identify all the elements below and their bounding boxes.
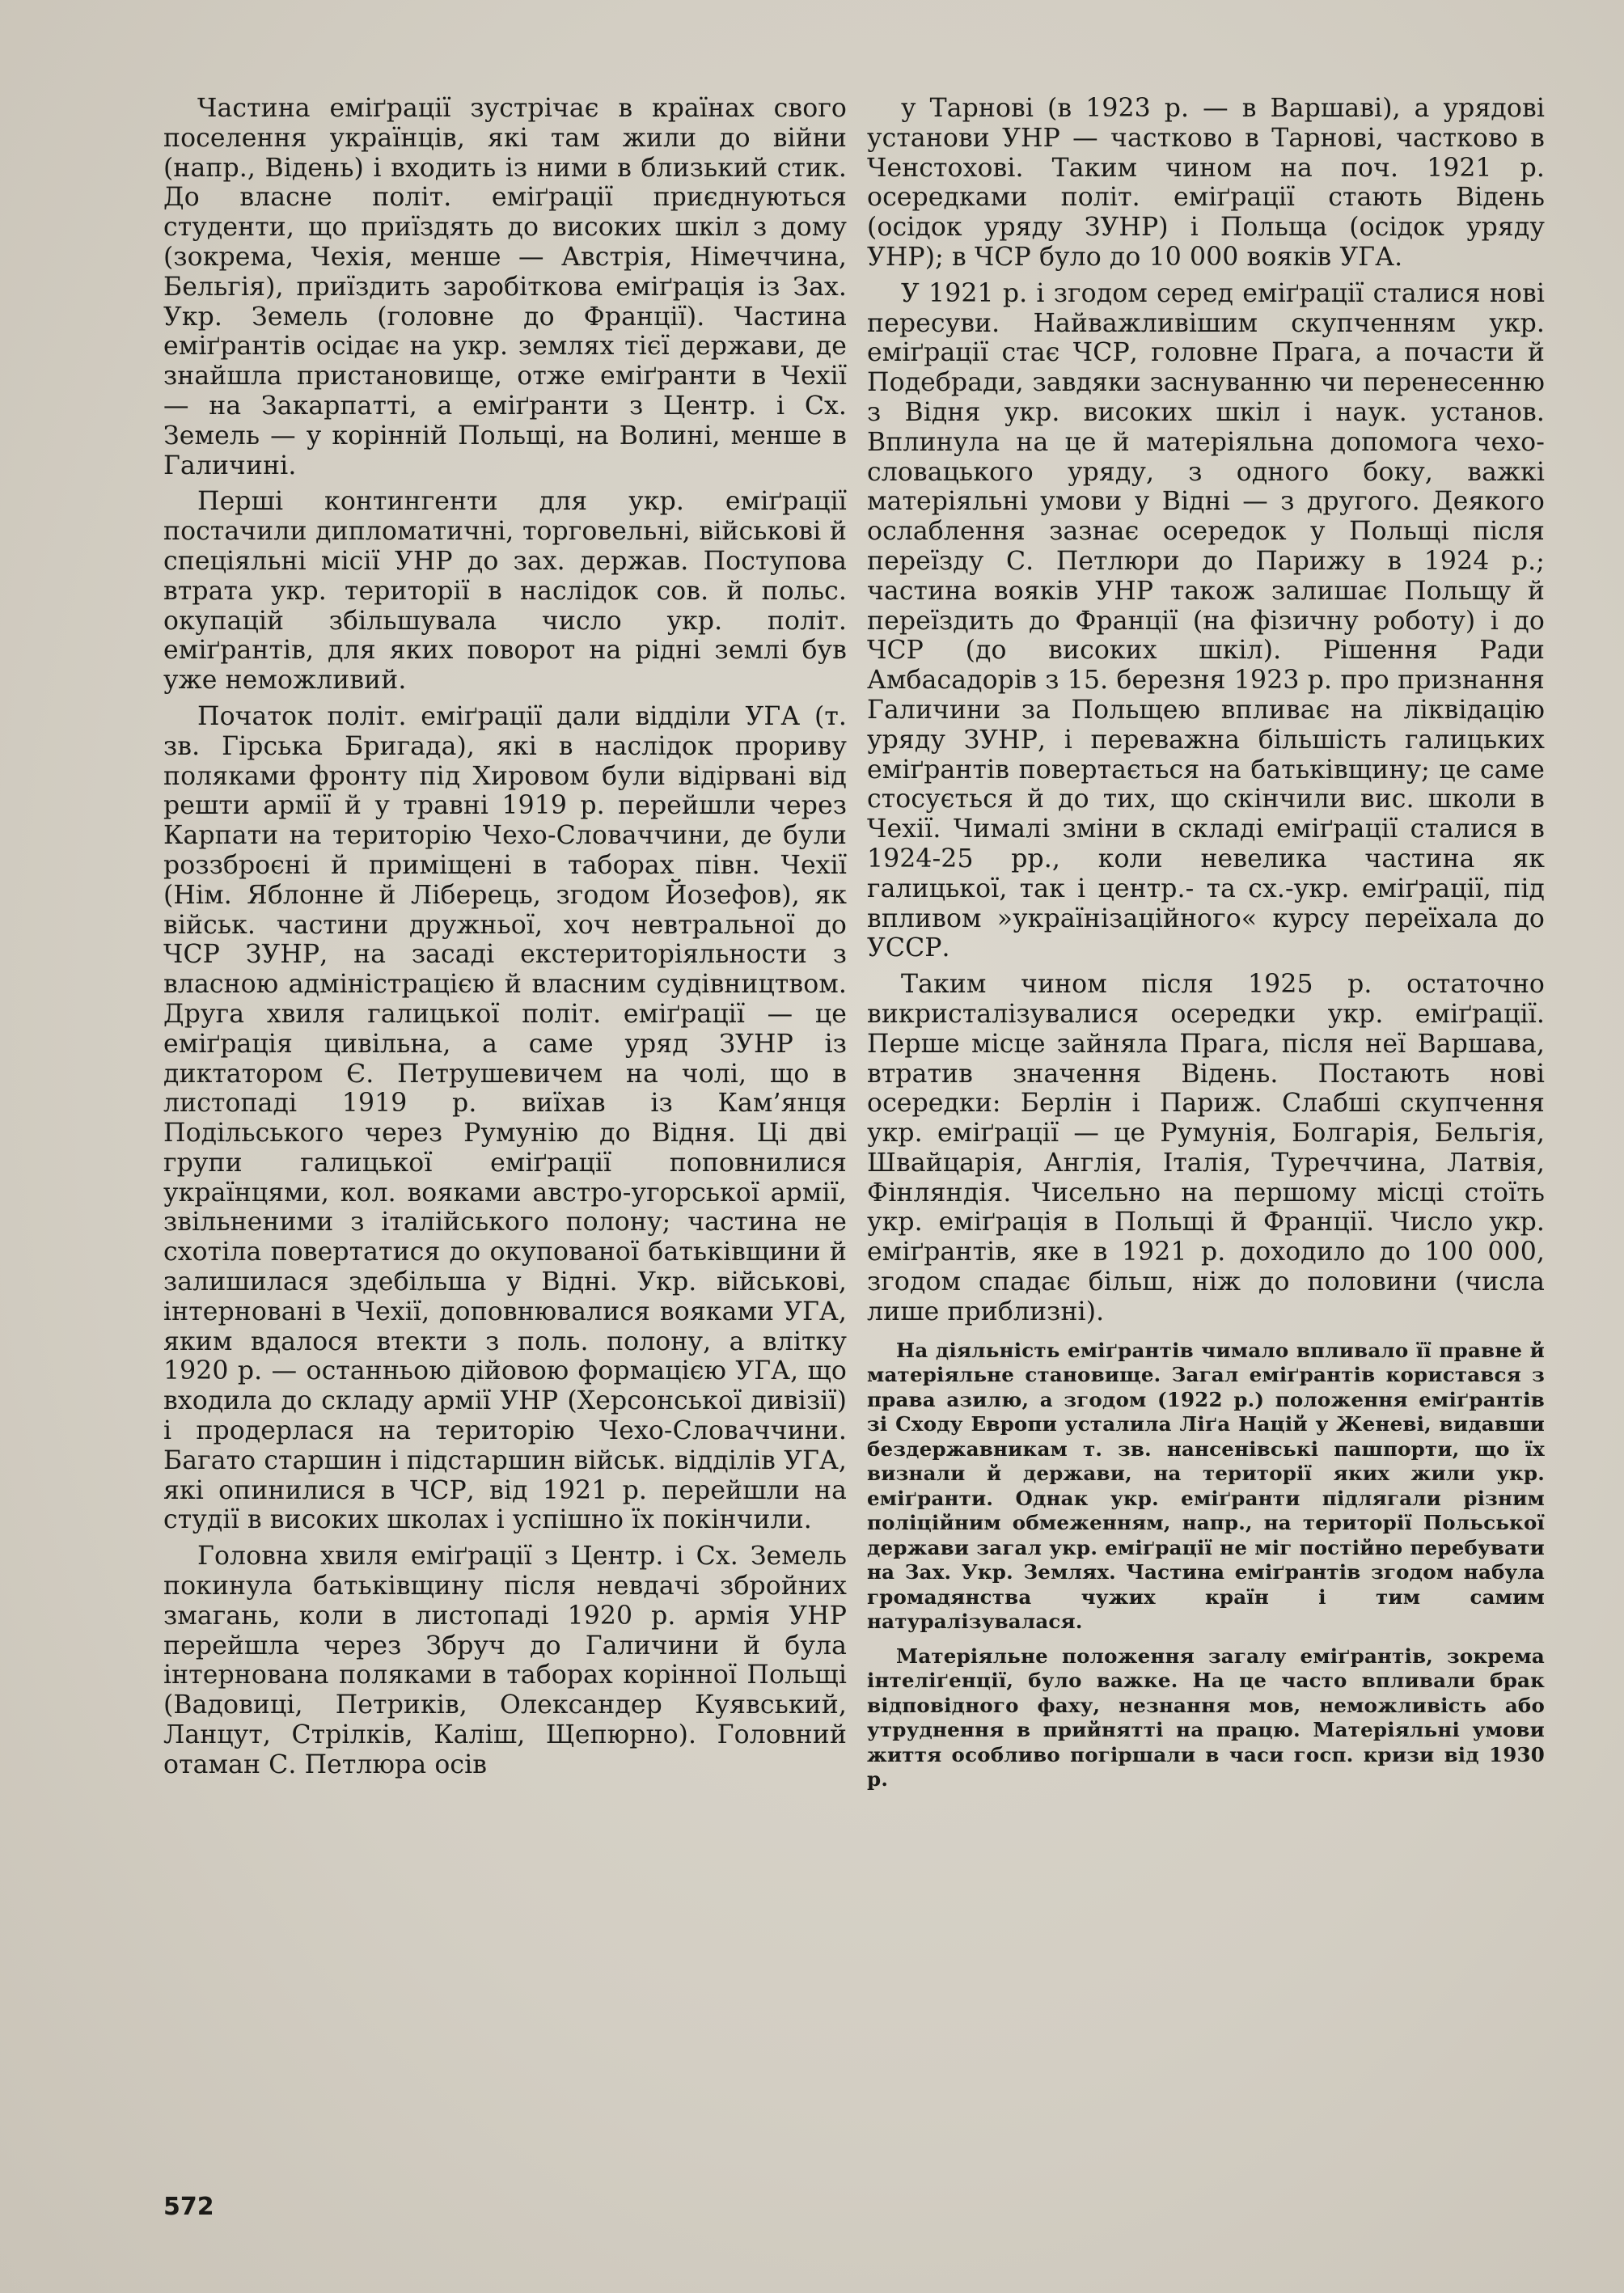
- small-print-block: [867, 1339, 1545, 1792]
- paragraph: Головна хвиля еміґрації з Центр. і Сх. Земель покинула батьківщину після невдачі збройних змагань, коли в листопаді 1920 р. армія УНР перейшла через Збруч до Галичини й була інтернована поляками в таборах корінної Польщі (Вадовиці, Петриків, Олександер Куявський, Ланцут, Стрілків, Каліш, Щепюрно). Головний отаман С. Петлюра осів: [163, 1542, 847, 1779]
- paragraph: Перші контингенти для укр. еміґрації постачили дипломатичні, торговельні, військові й спеціяльні місії УНР до зах. держав. Поступова втрата укр. території в наслідок сов. й польс. окупацій збільшувала число укр. політ. еміґрантів, для яких поворот на рідні землі був уже неможливий.: [163, 487, 847, 696]
- small-paragraph: Матеріяльне положення загалу еміґрантів, зокрема інтеліґенції, було важке. На це часто впливали брак відповідного фаху, незнання мов, неможливість або утруднення в прийнятті на працю. Матеріяльні умови життя особливо погіршали в часи госп. кризи від 1930 р.: [867, 1644, 1545, 1792]
- paragraph: Початок політ. еміґрації дали відділи УГА (т. зв. Гірська Бригада), які в наслідок прориву поляками фронту під Хировом були відірвані від решти армії й у травні 1919 р. перейшли через Карпати на територію Чехо-Словаччини, де були роззброєні й приміщені в таборах півн. Чехії (Нім. Яблонне й Ліберець, згодом Йозефов), як військ. частини дружньої, хоч невтральної до ЧСР ЗУНР, на засаді екстериторіяльности з власною адміністрацією й власним судівництвом. Друга хвиля галицької політ. еміґрації — це еміґрація цивільна, а саме уряд ЗУНР із диктатором Є. Петрушевичем на чолі, що в листопаді 1919 р. виїхав із Кам’янця Подільського через Румунію до Відня. Ці дві групи галицької еміґрації поповнилися українцями, кол. вояками австро-угорської армії, звільненими з італійського полону; частина не схотіла повертатися до окупованої батьківщини й залишилася здебільша у Відні. Укр. військові, інтерновані в Чехії, доповнювалися вояками УГА, яким вдалося втекти з поль. полону, а влітку 1920 р. — останньою дійовою формацією УГА, що входила до складу армії УНР (Херсонської дивізії) і продерлася на територію Чехо-Словаччини. Багато старшин і підстаршин військ. відділів УГА, які опинилися в ЧСР, від 1921 р. перейшли на студії в високих школах і успішно їх покінчили.: [163, 701, 847, 1535]
- paragraph: у Тарнові (в 1923 р. — в Варшаві), а урядові установи УНР — частково в Тарнові, частково в Ченстохові. Таким чином на поч. 1921 р. осередками політ. еміґрації стають Відень (осідок уряду ЗУНР) і Польща (осідок уряду УНР); в ЧСР було до 10 000 вояків УГА.: [867, 94, 1545, 272]
- right-column: [867, 94, 1545, 1792]
- page-number: 572: [163, 2193, 214, 2221]
- left-column: [163, 94, 847, 1780]
- paragraph: У 1921 р. і згодом серед еміґрації сталися нові пересуви. Найважливішим скупченням укр. еміґрації стає ЧСР, головне Прага, а почасти й Подебради, завдяки заснуванню чи перенесенню з Відня укр. високих шкіл і наук. установ. Вплинула на це й матеріяльна допомога чехо-словацького уряду, з одного боку, важкі матеріяльні умови у Відні — з другого. Деякого ослаблення зазнає осередок у Польщі після переїзду С. Петлюри до Парижу в 1924 р.; частина вояків УНР також залишає Польщу й переїздить до Франції (на фізичну роботу) і до ЧСР (до високих шкіл). Рішення Ради Амбасадорів з 15. березня 1923 р. про признання Галичини за Польщею впливає на ліквідацію уряду ЗУНР, і переважна більшість галицьких еміґрантів повертається на батьківщину; це саме стосується й до тих, що скінчили вис. школи в Чехії. Чималі зміни в складі еміґрації сталися в 1924-25 рр., коли невелика частина як галицької, так і центр.- та сх.-укр. еміґрації, під впливом »українізаційного« курсу переїхала до УССР.: [867, 278, 1545, 963]
- paragraph: Таким чином після 1925 р. остаточно викристалізувалися осередки укр. еміґрації. Перше місце зайняла Прага, після неї Варшава, втратив значення Відень. Постають нові осередки: Берлін і Париж. Слабші скупчення укр. еміґрації — це Румунія, Болгарія, Бельгія, Швайцарія, Англія, Італія, Туреччина, Латвія, Фінляндія. Чисельно на першому місці стоїть укр. еміґрація в Польщі й Франції. Число укр. еміґрантів, яке в 1921 р. доходило до 100 000, згодом спадає більш, ніж до половини (числа лише приблизні).: [867, 970, 1545, 1326]
- small-paragraph: На діяльність еміґрантів чимало впливало її правне й матеріяльне становище. Загал еміґрантів користався з права азилю, а згодом (1922 р.) положення еміґрантів зі Сходу Европи усталила Ліґа Націй у Женеві, видавши бездержавникам т. зв. нансенівські пашпорти, що їх визнали й держави, на території яких жили укр. еміґранти. Однак укр. еміґранти підлягали різним поліційним обмеженням, напр., на території Польської держави загал укр. еміґрації не міг постійно перебувати на Зах. Укр. Землях. Частина еміґрантів згодом набула громадянства чужих країн і тим самим натуралізувалася.: [867, 1338, 1545, 1634]
- paragraph: Частина еміґрації зустрічає в країнах свого поселення українців, які там жили до війни (напр., Відень) і входить із ними в близький стик. До власне політ. еміґрації приєднуються студенти, що приїздять до високих шкіл з дому (зокрема, Чехія, менше — Австрія, Німеччина, Бельгія), приїздить заробіткова еміґрація із Зах. Укр. Земель (головне до Франції). Частина еміґрантів осідає на укр. землях тієї держави, де знайшла пристановище, отже еміґранти в Чехії — на Закарпатті, а еміґранти з Центр. і Сх. Земель — у корінній Польщі, на Волині, менше в Галичині.: [163, 94, 847, 480]
